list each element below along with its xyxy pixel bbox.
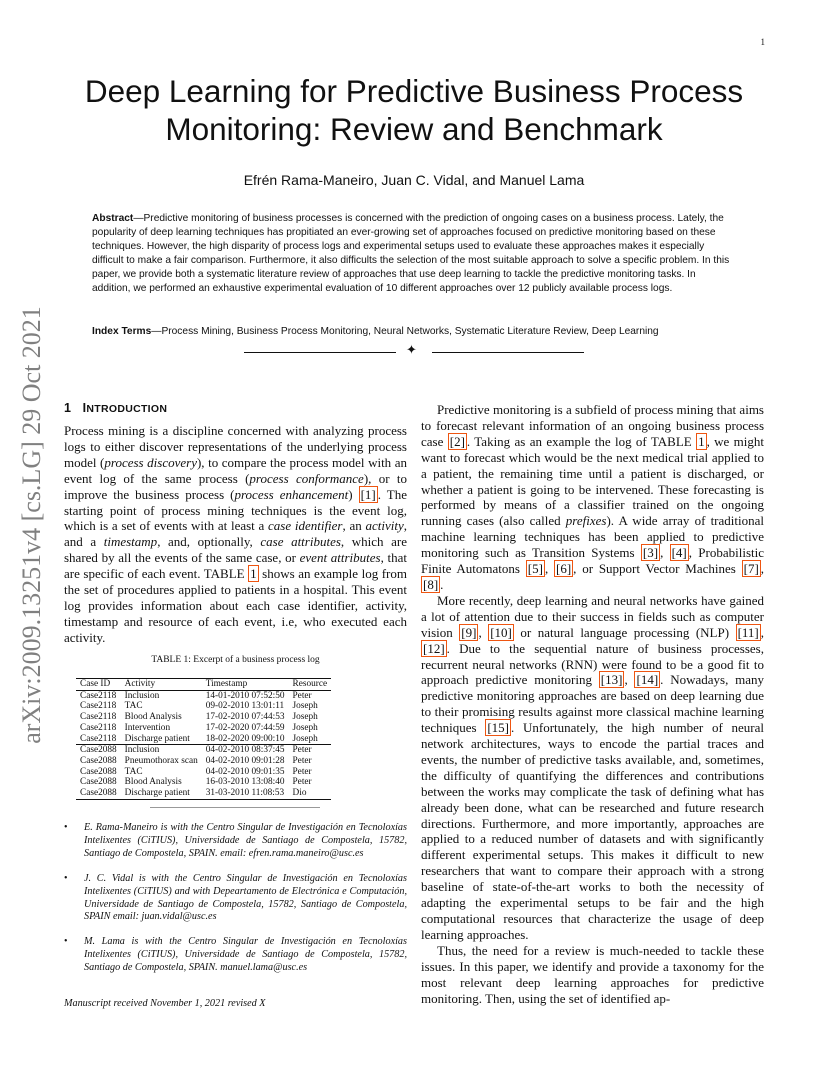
table-cell: Joseph	[292, 712, 318, 723]
section-number: 1	[64, 401, 72, 415]
table-cell: 14-01-2010 07:52:50	[205, 690, 285, 701]
table-cell: 04-02-2010 09:01:35	[205, 766, 285, 777]
table-cell: Joseph	[292, 733, 318, 744]
table-row	[76, 756, 331, 767]
footnote-text: E. Rama-Maneiro is with the Centro Singular de Investigación en Tecnoloxías Intelixentes (CiTIUS), Universidade de Santiago de Compostela, 15782, Santiago de Compostela, SPAIN. email: efren.rama.maneiro@usc.es	[84, 822, 407, 859]
text-run: or natural language processing (NLP)	[513, 624, 736, 640]
term-timestamp: timestamp	[103, 534, 158, 550]
table-reference-link[interactable]: 1	[250, 566, 257, 582]
table-cell: Discharge patient	[124, 733, 190, 744]
citation-link[interactable]: [9]	[461, 624, 477, 640]
table-cell: Peter	[289, 745, 332, 756]
table-cell: Joseph	[292, 701, 318, 712]
footnote-text: M. Lama is with the Centro Singular de Investigación en Tecnoloxías Intelixentes (CiTIUS), Universidade de Santiago de Compostela, 15782, Santiago de Compostela, SPAIN. manuel.lama@usc.es	[84, 936, 407, 974]
table-cell: Inclusion	[121, 745, 202, 756]
table-cell: 18-02-2020 09:00:10	[205, 733, 285, 744]
table-cell: Intervention	[124, 722, 171, 733]
table-cell: Dio	[289, 788, 332, 799]
term-process-conformance: process conformance	[249, 470, 364, 486]
term-case-identifier: case identifier	[268, 518, 343, 534]
text-run: ,	[478, 624, 489, 640]
table-cell: Case2118	[80, 690, 117, 701]
table-row	[76, 767, 331, 778]
text-run: ), to compare the process model with an event log of the same process (	[64, 454, 407, 486]
abstract	[92, 212, 736, 297]
author-list: Efrén Rama-Maneiro, Juan C. Vidal, and Manuel Lama	[243, 172, 585, 188]
table-cell: Peter	[292, 755, 312, 766]
section-title-rest: NTRODUCTION	[86, 403, 168, 415]
text-run: , an	[342, 518, 366, 534]
table-cell: Case2088	[80, 755, 117, 766]
text-run: Process mining is a discipline concerned with analyzing process logs to either discover representations of the underlying process model (	[64, 423, 407, 470]
citation-link[interactable]: [15]	[487, 720, 509, 736]
table-reference-link[interactable]: 1	[698, 433, 705, 449]
table-cell: TAC	[124, 701, 143, 712]
table-cell: Peter	[292, 766, 312, 777]
citation-link[interactable]: [5]	[527, 561, 543, 577]
text-run: ,	[544, 561, 554, 577]
table-row	[76, 723, 331, 734]
bullet-icon: •	[64, 936, 68, 948]
section-divider	[244, 345, 584, 359]
table-header-cell: Resource	[289, 679, 332, 691]
table-cell: Case2118	[80, 733, 117, 744]
table-cell: 04-02-2010 09:01:28	[205, 755, 285, 766]
citation-link[interactable]: [11]	[737, 624, 759, 640]
text-run: . Unfortunately, the high number of neural network architectures, ways to encode the partial traces and events, the number of predictive tasks available, and, sometimes, the difficulty of quantifying the differences and contributions between the works may complicate the task of defining what has already been done, what can be researched and future research directions. Furthermore, and more importantly, approaches are applied to a reduced number of datasets and with significantly different experimental setups. This makes it difficult to new researchers that want to compare their approach with a strong baseline of state-of-the-art works to both the necessity of adapting the experimental setups to be fair and the high computational resources that characterize the usage of deep learning approaches.	[421, 720, 764, 942]
text-run: , Probabilistic Finite Automatons	[421, 545, 765, 577]
index-terms-label: Index Terms	[92, 326, 152, 337]
text-run: ). A wide array of traditional machine learning techniques has been applied to predictive monitoring such as Transition Systems	[421, 513, 764, 561]
table-cell: Case2088	[76, 745, 121, 756]
citation-link[interactable]: [12]	[423, 640, 445, 656]
table-cell: Peter	[292, 777, 312, 788]
table-cell: 16-03-2010 13:08:40	[205, 777, 285, 788]
table-cell: Case2118	[80, 722, 117, 733]
divider-star-icon: ✦	[406, 343, 417, 358]
table-row	[76, 788, 331, 799]
table-row	[76, 777, 331, 788]
text-run: . The starting point of process mining techniques is the event log, which is a set of events with at least a	[64, 486, 407, 534]
text-run: ,	[660, 545, 670, 561]
text-run: , we might want to forecast which would be the next medical trial applied to a patient, the remaining time until a patient is discharged, or whether a patient is going to be intervened. These forecasting is performed by means of a classifier trained on the ongoing running cases (also called	[421, 433, 765, 529]
text-run: ,	[760, 561, 765, 577]
event-log-table	[76, 678, 331, 800]
table-row	[76, 690, 331, 701]
term-process-enhancement: process enhancement	[234, 486, 349, 502]
text-run: ), or to improve the business process (	[64, 470, 407, 502]
citation-link[interactable]: [4]	[671, 545, 687, 561]
text-run: More recently, deep learning and neural networks have gained a lot of attention due to their success in fields such as computer vision	[421, 592, 764, 640]
arxiv-identifier[interactable]	[14, 290, 50, 760]
table-row	[76, 734, 331, 745]
text-run: shows an example log from the set of procedures applied to patients in a hospital. This event log provides information about each case identifier, activity, timestamp and resource of each event, i.e, who executed each activity.	[64, 566, 407, 645]
paper-title: Deep Learning for Predictive Business Process Monitoring: Review and Benchmark	[84, 73, 744, 147]
abstract-text: —Predictive monitoring of business processes is concerned with the prediction of ongoing cases on a business process. Lately, the popularity of deep learning techniques has propitiated an ever-growing set of approaches focused on predictive monitoring based on these techniques. However, the high disparity of process logs and experimental setups used to evaluate these approaches makes it especially difficult to make a fair comparison. Furthermore, it also difficults the selection of the most suitable approach to solve a specific problem. In this paper, we provide both a systematic literature review of approaches that use deep learning to tackle the predictive monitoring tasks. In addition, we performed an exhaustive experimental evaluation of 10 different approaches over 12 publicly available process logs.	[92, 213, 730, 295]
section-title-initial: I	[82, 401, 87, 415]
text-run: ,	[760, 624, 764, 640]
intro-paragraph-1	[64, 423, 407, 646]
bullet-icon: •	[64, 872, 68, 884]
text-run: . Due to the sequential nature of business processes, recurrent neural networks (RNN) were found to be a good fit to approach predictive monitoring	[421, 640, 764, 688]
term-event-attributes: event attributes	[299, 550, 381, 566]
table-cell: Case2088	[76, 788, 121, 799]
table-header-cell: Case ID	[76, 679, 121, 691]
table-cell: 09-02-2010 13:01:11	[205, 701, 285, 712]
citation-link[interactable]: [10]	[490, 624, 512, 640]
term-process-discovery: process discovery	[104, 454, 197, 470]
table-cell: 17-02-2020 07:44:59	[205, 722, 285, 733]
citation-link[interactable]: [3]	[642, 545, 659, 561]
divider-line-left	[244, 352, 396, 353]
table-row	[76, 745, 331, 756]
footnote-item	[64, 936, 407, 975]
table-cell: Peter	[292, 690, 312, 701]
table-header-cell: Timestamp	[202, 679, 289, 691]
text-run: .	[440, 576, 444, 592]
table-cell: TAC	[124, 766, 143, 777]
table-cell: Case2088	[80, 766, 117, 777]
footnote-text: J. C. Vidal is with the Centro Singular de Investigación en Tecnoloxías Intelixentes (CiTIUS) and with Depeartamento de Electrónica e Computación, Universidade de Santiago de Compostela, 15782, Santiago de Compostela, SPAIN email: juan.vidal@usc.es	[84, 872, 407, 923]
table-cell: Pneumothorax scan	[124, 755, 198, 766]
term-prefixes: prefixes	[565, 513, 607, 529]
author-footnotes	[64, 822, 407, 987]
table-cell: Discharge patient	[121, 788, 202, 799]
text-run: )	[348, 486, 359, 502]
citation-link[interactable]: [7]	[743, 561, 759, 577]
text-run: , and, optionally,	[157, 534, 261, 550]
citation-link[interactable]: [13]	[600, 672, 623, 688]
abstract-label: Abstract	[92, 213, 134, 224]
citation-link[interactable]: [1]	[360, 486, 376, 502]
text-run: Predictive monitoring is a subfield of process mining that aims to forecast relevant information of an ongoing business process case	[421, 402, 764, 449]
bullet-icon: •	[64, 822, 68, 833]
table-header-row	[76, 679, 331, 691]
text-run: , or Support Vector Machines	[573, 561, 742, 577]
table-cell: Case2088	[80, 777, 117, 788]
text-run: ,	[624, 672, 635, 688]
term-case-attributes: case attributes	[260, 534, 341, 550]
arxiv-identifier-text[interactable]: arXiv:2009.13251v4 [cs.LG] 29 Oct 2021	[17, 306, 46, 744]
section-heading-introduction	[64, 401, 407, 417]
page-number: 1	[760, 37, 765, 47]
table-cell: 04-02-2010 08:37:45	[202, 745, 289, 756]
table-cell: Inclusion	[124, 690, 160, 701]
table-header-cell: Activity	[121, 679, 202, 691]
text-run: , which are shared by all the events of the same case, or	[64, 534, 407, 566]
intro-paragraph-4: Thus, the need for a review is much-needed to tackle these issues. In this paper, we identify and provide a taxonomy for the most relevant deep learning approaches for predictive monitoring. Then, using the set of identified ap-	[421, 942, 764, 1006]
table-cell: Case2118	[80, 712, 117, 723]
footnote-separator	[150, 807, 320, 808]
table-row	[76, 712, 331, 723]
citation-link[interactable]: [8]	[423, 576, 439, 592]
citation-link[interactable]: [14]	[636, 672, 659, 688]
text-run: , and a	[64, 518, 407, 550]
text-run: . Taking as an example the log of TABLE	[466, 433, 697, 449]
intro-paragraph-3	[421, 593, 764, 943]
table-cell: Case2118	[80, 701, 117, 712]
index-terms-text: —Process Mining, Business Process Monitoring, Neural Networks, Systematic Literature Review, Deep Learning	[151, 326, 659, 337]
right-column	[421, 402, 764, 1006]
table-cell: Blood Analysis	[124, 712, 182, 723]
term-activity: activity	[365, 518, 404, 534]
citation-link[interactable]: [2]	[449, 433, 465, 449]
left-column	[64, 401, 407, 646]
table-cell: 31-03-2010 11:08:53	[202, 788, 289, 799]
intro-paragraph-2	[421, 402, 764, 593]
index-terms	[92, 325, 736, 339]
footnote-item	[64, 873, 407, 925]
table-row	[76, 701, 331, 712]
text-run: . Nowadays, many predictive monitoring approaches are based on deep learning due to their promising results against more classical machine learning techniques	[421, 672, 764, 736]
divider-line-right	[432, 352, 584, 353]
table-caption: TABLE 1: Excerpt of a business process log	[151, 655, 320, 665]
table-cell: 17-02-2010 07:44:53	[205, 712, 285, 723]
text-run: , that are specific of each event. TABLE	[64, 550, 407, 582]
table-cell: Blood Analysis	[124, 777, 182, 788]
table-cell: Joseph	[292, 722, 318, 733]
citation-link[interactable]: [6]	[555, 561, 572, 577]
footnote-item	[64, 822, 407, 861]
manuscript-note: Manuscript received November 1, 2021 revised X	[64, 998, 266, 1009]
